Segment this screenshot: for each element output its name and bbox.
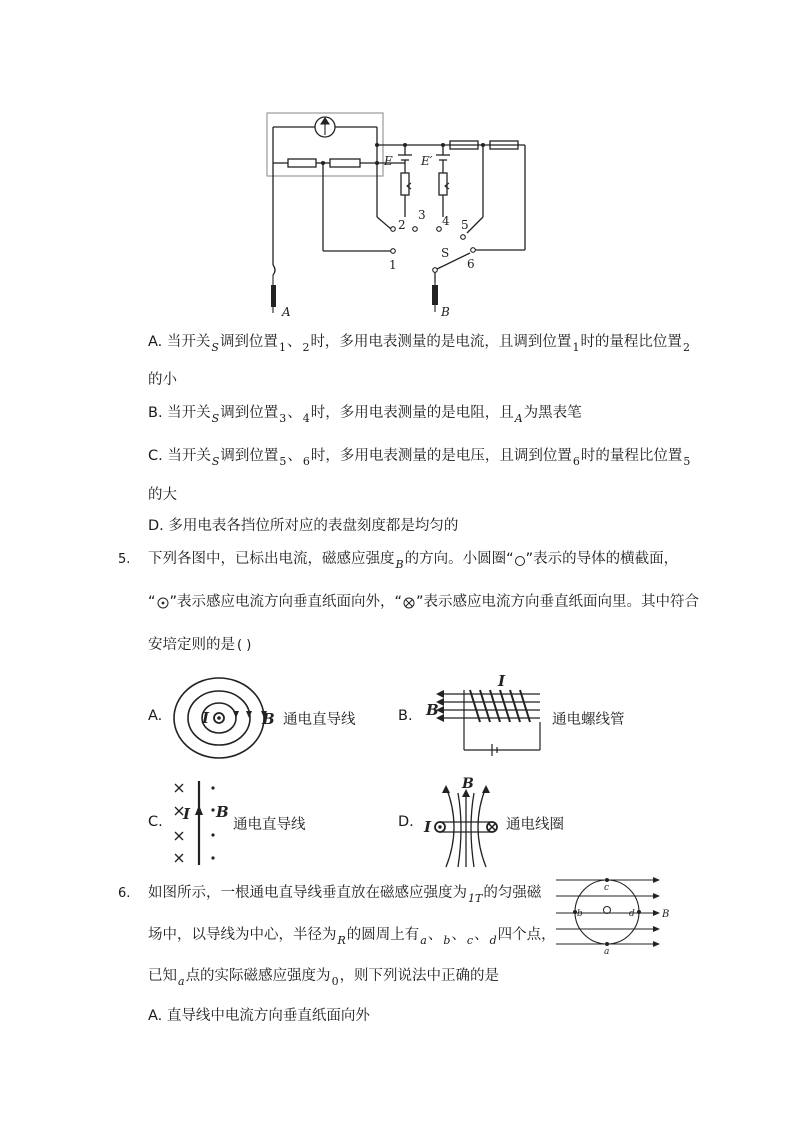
q4-option-a-cont: 的小 <box>148 372 177 388</box>
q5-option-c-caption: 通电直导线 <box>233 817 306 833</box>
q6-label-B: B <box>662 909 670 920</box>
q5-figure-d-current-loop <box>422 775 510 869</box>
label-probe-B: B <box>441 305 450 319</box>
q5-option-d-caption: 通电线圈 <box>506 817 564 833</box>
label-contact-3: 3 <box>418 208 426 222</box>
label-I: I <box>183 805 191 823</box>
q6-label-b: b <box>577 909 583 919</box>
q5-figure-c-straight-wire <box>168 777 238 869</box>
q4-option-c: C. 当开关$_S$调到位置$_5$、$_6$时，多用电表测量的是电压，且调到位置$_6$时的量程比位置$_5$ <box>148 448 691 468</box>
q5-option-b-letter: B. <box>398 708 413 724</box>
label-contact-1: 1 <box>389 258 397 272</box>
label-E2: E′ <box>421 154 433 168</box>
label-contact-4: 4 <box>442 214 450 228</box>
label-E1: E <box>384 154 393 168</box>
q6-line2: 场中，以导线为中心，半径为$_R$的圆周上有$_a$、$_b$、$_c$、$_d$四个点， <box>148 927 556 947</box>
label-B: B <box>426 701 439 719</box>
q5-number: 5. <box>118 552 131 567</box>
q4-option-c-cont: 的大 <box>148 487 177 503</box>
label-B: B <box>216 803 229 821</box>
q4-option-a: A. 当开关$_S$调到位置$_1$、$_2$时，多用电表测量的是电流，且调到位置$_1$时的量程比位置$_2$ <box>148 334 690 354</box>
q5-line3: 安培定则的是 ( ) <box>148 637 252 653</box>
q4-option-d: D. 多用电表各挡位所对应的表盘刻度都是均匀的 <box>148 518 459 534</box>
cross-in-icon <box>402 596 416 610</box>
q5-option-a-caption: 通电直导线 <box>283 712 356 728</box>
q6-label-c: c <box>604 883 610 893</box>
q4-option-b: B. 当开关$_S$调到位置$_3$、$_4$时，多用电表测量的是电阻，且$_A$为黑表笔 <box>148 405 582 425</box>
label-B: B <box>262 710 275 728</box>
label-B: B <box>462 776 474 792</box>
label-I: I <box>202 709 210 727</box>
label-switch-S: S <box>441 246 450 260</box>
q6-line1: 如图所示，一根通电直导线垂直放在磁感应强度为$_{1T}$的匀强磁 <box>148 885 542 905</box>
q5-line2: “ ”表示感应电流方向垂直纸面向外，“ ”表示感应电流方向垂直纸面向里。其中符合 <box>148 594 700 610</box>
dot-out-icon <box>156 596 170 610</box>
label-I: I <box>424 818 432 836</box>
q5-option-a-letter: A. <box>148 708 163 724</box>
q6-line3: 已知$_a$点的实际磁感应强度为$_0$，则下列说法中正确的是 <box>148 968 500 988</box>
label-contact-5: 5 <box>461 218 469 232</box>
q5-line1: 下列各图中，已标出电流，磁感应强度$_B$的方向。小圆圈“ ”表示的导体的横截面， <box>148 551 679 571</box>
q6-number: 6. <box>118 886 131 901</box>
q5-figure-a-concentric-field <box>172 676 282 760</box>
label-I: I <box>498 672 506 690</box>
q6-label-d: d <box>629 909 635 919</box>
small-circle-icon <box>514 555 526 567</box>
label-contact-6: 6 <box>467 257 475 271</box>
label-contact-2: 2 <box>398 218 406 232</box>
q5-figure-b-solenoid <box>422 670 552 760</box>
q5-option-c-letter: C. <box>148 814 163 830</box>
q6-figure-uniform-field-circle <box>554 868 672 956</box>
q5-option-d-letter: D. <box>398 814 414 830</box>
q6-label-a: a <box>604 947 610 956</box>
q6-option-a: A. 直导线中电流方向垂直纸面向外 <box>148 1008 370 1024</box>
q5-option-b-caption: 通电螺线管 <box>552 712 625 728</box>
label-probe-A: A <box>282 305 291 319</box>
multimeter-circuit-diagram <box>255 105 545 320</box>
